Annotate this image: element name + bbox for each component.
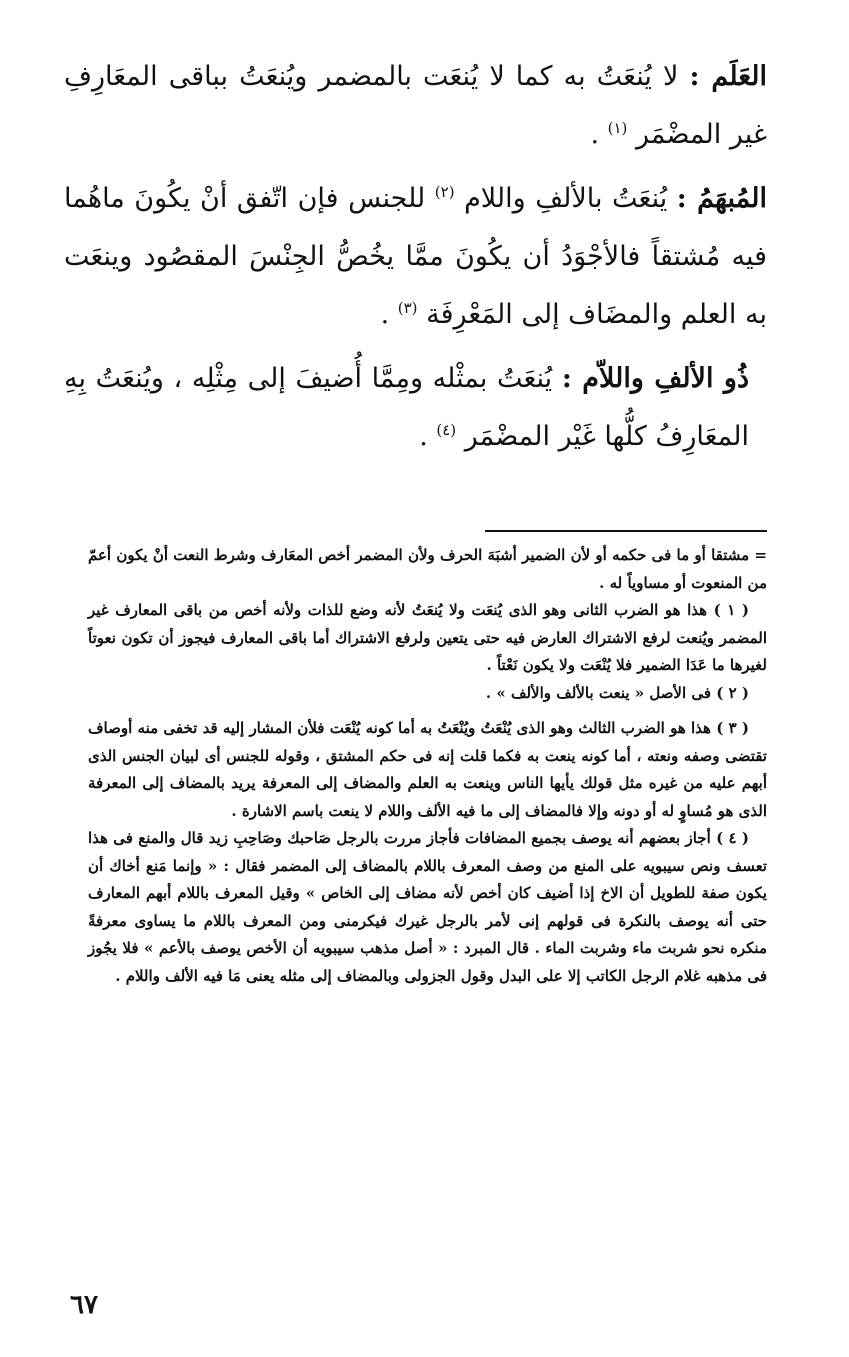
term-alam: العَلَم : xyxy=(689,61,768,92)
term-dhu-alif-lam: ذُو الألفِ واللاّم : xyxy=(561,363,749,394)
footnote-ref-1: (١) xyxy=(607,119,628,137)
paragraph-text: يُنعَتُ بمثْله ومِمَّا أُضيفَ إلى مِثْلِه ، ويُنعَتُ بِهِ المعَارِفُ كلُّها غَيْر المضْمَر xyxy=(64,363,749,452)
footnote-2: ( ٢ ) فى الأصل « ينعت بالألف والألف » . xyxy=(485,683,749,702)
footnote-ref-2: (٢) xyxy=(434,183,455,201)
footnote-ref-4: (٤) xyxy=(436,421,457,439)
footnotes xyxy=(88,542,767,990)
term-mubham: المُبهَمُ : xyxy=(676,183,767,214)
paragraph-text: يُنعَتُ بالألفِ واللام xyxy=(464,183,677,214)
paragraph-alam xyxy=(64,48,767,164)
paragraph-mubham xyxy=(64,170,767,344)
footnote-separator xyxy=(485,530,767,532)
footnote-continuation: = مشتقا أو ما فى حكمه أو لأن الضمير أشبَهَ الحرف ولأن المضمر أخص المعَارف وشرط النعت أنْ يكون أعمّ من المنعوت أو مساوياً له . xyxy=(88,546,767,592)
footnote-ref-3: (٣) xyxy=(397,299,418,317)
footnote-3: ( ٣ ) هذا هو الضرب الثالث وهو الذى يُنْعَتُ ويُنْعَتُ به أما كونه يُنْعَت فلأن المشار إليه قد تخفى منه أوصاف تقتضى وصفه ونعته ، أما كونه ينعت به فكما قلت إنه فى حكم المشتق ، وقوله للجنس أى لبيان الجنس الذى أبهم عليه من غيره مثل قولك يأيها الناس وينعت به العلم والمضاف إلى المعرفة يريد بالمضاف إلى المعرفة الذى هو مُساوٍ له أو دونه وإلا فالمضاف إلى ما فيه الألف واللام لا ينعت باسم الاشارة . xyxy=(88,719,767,820)
paragraph-end: . xyxy=(380,299,398,330)
paragraph-dhu-alif-lam xyxy=(64,350,767,466)
footnote-1: ( ١ ) هذا هو الضرب الثانى وهو الذى يُنعَت ولا يُنعَتُ لأنه وضع للذات ولأنه أخص من باقى المعارف غير المضمر ويُنعت لرفع الاشتراك العارض فيه حتى يتعين ولرفع الاشتراك أما باقى المعارف فيجوز أن تكون نعوتاً لغيرها ما عَدَا الضمير فلا يُنْعَت ولا يكون نَعْتاً . xyxy=(88,601,767,674)
paragraph-end: . xyxy=(590,119,608,150)
paragraph-text: لا يُنعَتُ به كما لا يُنعَت بالمضمر ويُنعَتُ بباقى المعَارِفِ غير المضْمَر xyxy=(64,61,767,150)
footnote-4: ( ٤ ) أجاز بعضهم أنه يوصف بجميع المضافات فأجاز مررت بالرجل صَاحبك وصَاحِبِ زيد قال والمنع فى هذا تعسف ونص سيبويه على المنع من وصف المعرف باللام بالمضاف إلى المضمر فقال : « وإنما مَنع أخاك أن يكون صفة للطويل أن الاخ إذا أضيف كان أخص لأنه مضاف إلى الخاص » وقيل المعرف باللام أبهم المعارف حتى أنه يوصف بالنكرة فى قولهم إنى لأمر بالرجل غيرك فيكرمنى ومن المعرف باللام ما يساوى معرفةً منكره نحو شربت ماء وشربت الماء . قال المبرد : « أصل مذهب سيبويه أن الأخص يوصف بالأعم » فلا يجُوز فى مذهبه غلام الرجل الكاتب إلا على البدل وقول الجزولى وبالمضاف إلى مثله يعنى مَا فيه الألف واللام . xyxy=(88,829,767,985)
paragraph-text-continued: للجنس فإن اتّفق أنْ يكُونَ ماهُما فيه مُشتقاً فالأجْوَدُ أن يكُونَ ممَّا يخُصُّ الجِنْسَ المقصُود وينعَت به العلم والمضَاف إلى المَعْرِفَة xyxy=(64,183,767,330)
paragraph-end: . xyxy=(419,421,437,452)
main-text xyxy=(64,48,767,466)
page-number: ٦٧ xyxy=(70,1290,98,1320)
